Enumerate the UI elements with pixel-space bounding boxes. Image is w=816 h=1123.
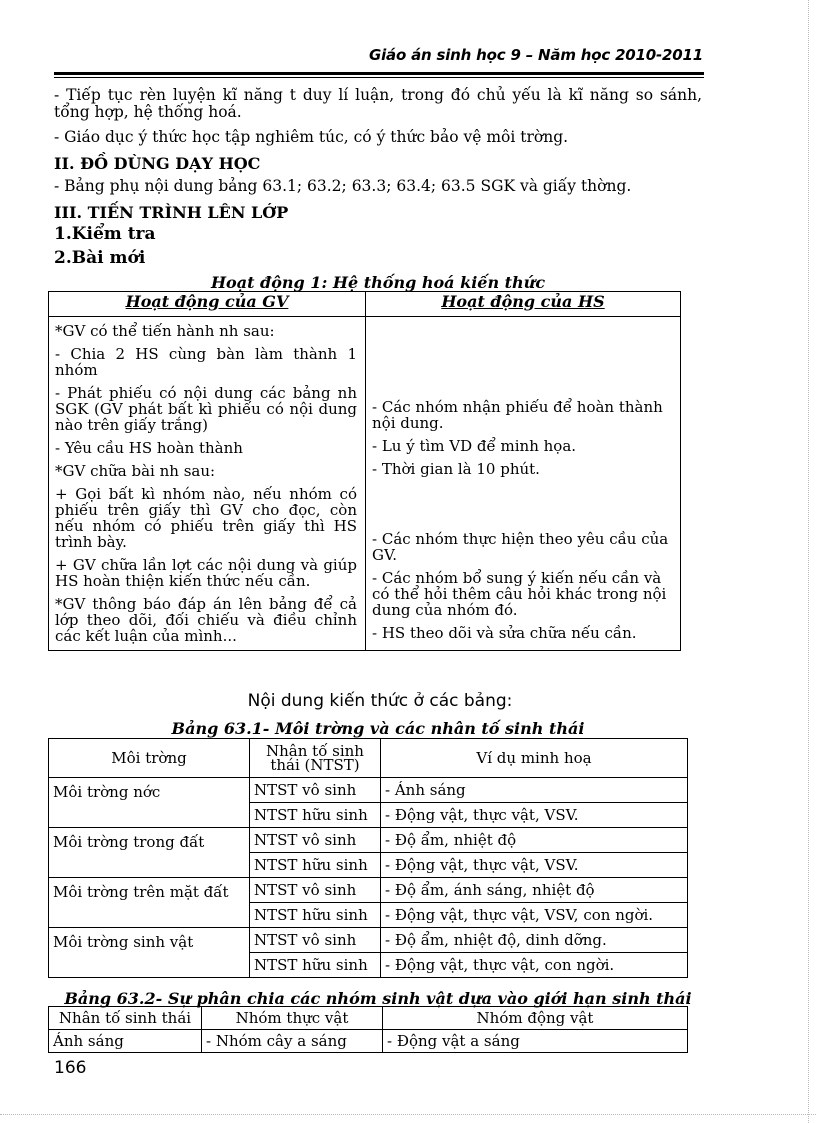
- factor-cell: NTST hữu sinh: [250, 803, 381, 828]
- example-cell: - Độ ẩm, ánh sáng, nhiệt độ: [381, 878, 688, 903]
- gv-activities-cell: [49, 317, 366, 651]
- factor-cell: NTST hữu sinh: [250, 953, 381, 978]
- plant-group-cell: - Nhóm cây a sáng: [202, 1030, 383, 1053]
- column-header-hs: Hoạt động của HS: [366, 292, 681, 317]
- example-cell: - Ánh sáng: [381, 778, 688, 803]
- activity-table: [48, 291, 681, 651]
- animal-group-cell: - Động vật a sáng: [383, 1030, 688, 1053]
- intro-paragraph-2: - Giáo dục ý thức học tập nghiêm túc, có ý thức bảo vệ môi trờng.: [54, 128, 569, 146]
- table-header: Nhóm thực vật: [202, 1007, 383, 1030]
- page-edge-bottom: [0, 1114, 816, 1115]
- table-63-2: [48, 1006, 688, 1053]
- hs-item: - Thời gian là 10 phút.: [372, 460, 540, 478]
- table-row: [49, 1030, 688, 1053]
- example-cell: - Động vật, thực vật, con ngời.: [381, 953, 688, 978]
- table-header: Môi trờng: [49, 739, 250, 778]
- gv-item: *GV thông báo đáp án lên bảng để cả lớp theo dõi, đối chiếu và điều chỉnh các kết luận của mình...: [55, 595, 357, 645]
- example-cell: - Độ ẩm, nhiệt độ, dinh dỡng.: [381, 928, 688, 953]
- gv-item: - Phát phiếu có nội dung các bảng nh SGK (GV phát bất kì phiếu có nội dung nào trên giấy trắng): [55, 384, 357, 434]
- example-cell: - Động vật, thực vật, VSV, con ngời.: [381, 903, 688, 928]
- example-cell: - Động vật, thực vật, VSV.: [381, 803, 688, 828]
- table-header: Nhóm động vật: [383, 1007, 688, 1030]
- column-header-gv: Hoạt động của GV: [49, 292, 366, 317]
- new-lesson-heading: 2.Bài mới: [54, 248, 146, 268]
- header-title: Giáo án sinh học 9 – Năm học 2010-2011: [368, 46, 703, 64]
- section-3-heading: III. TIẾN TRÌNH LÊN LỚP: [54, 203, 289, 222]
- content-heading: Nội dung kiến thức ở các bảng:: [247, 691, 513, 711]
- activity-1-caption: Hoạt động 1: Hệ thống hoá kiến thức: [210, 273, 546, 292]
- table-63-1-caption: Bảng 63.1- Môi trờng và các nhân tố sinh thái: [171, 719, 585, 738]
- table-row: [49, 878, 688, 903]
- table-header: Nhân tố sinh thái (NTST): [250, 739, 381, 778]
- gv-item: - Yêu cầu HS hoàn thành: [55, 439, 243, 457]
- section-2-text: - Bảng phụ nội dung bảng 63.1; 63.2; 63.3; 63.4; 63.5 SGK và giấy thờng.: [54, 177, 632, 195]
- hs-item: - HS theo dõi và sửa chữa nếu cần.: [372, 624, 637, 642]
- factor-cell: NTST vô sinh: [250, 928, 381, 953]
- section-2-heading: II. ĐỒ DÙNG DẠY HỌC: [54, 154, 261, 173]
- table-row: [49, 828, 688, 853]
- table-63-2-caption: Bảng 63.2- Sự phân chia các nhóm sinh vật dựa vào giới hạn sinh thái: [64, 989, 692, 1008]
- gv-item: *GV chữa bài nh sau:: [55, 462, 216, 480]
- table-header: Ví dụ minh hoạ: [381, 739, 688, 778]
- hs-item: - Các nhóm bổ sung ý kiến nếu cần và có thể hỏi thêm câu hỏi khác trong nội dung của nhóm đó.: [372, 569, 667, 619]
- page-number: 166: [54, 1058, 87, 1078]
- factor-cell: Ánh sáng: [49, 1030, 202, 1053]
- hs-item: - Các nhóm nhận phiếu để hoàn thành nội dung.: [372, 398, 663, 432]
- table-row: [49, 928, 688, 953]
- example-cell: - Độ ẩm, nhiệt độ: [381, 828, 688, 853]
- gv-item: *GV có thể tiến hành nh sau:: [55, 322, 275, 340]
- check-heading: 1.Kiểm tra: [54, 224, 156, 244]
- table-row: [49, 778, 688, 803]
- gv-item: + Gọi bất kì nhóm nào, nếu nhóm có phiếu trên giấy thì GV cho đọc, còn nếu nhóm có phiếu trên giấy thì HS trình bày.: [55, 485, 357, 551]
- table-header: Nhân tố sinh thái: [49, 1007, 202, 1030]
- environment-cell: Môi trờng nớc: [49, 778, 250, 828]
- environment-cell: Môi trờng trên mặt đất: [49, 878, 250, 928]
- factor-cell: NTST hữu sinh: [250, 853, 381, 878]
- table-63-1: [48, 738, 688, 978]
- factor-cell: NTST vô sinh: [250, 878, 381, 903]
- factor-cell: NTST vô sinh: [250, 778, 381, 803]
- page-edge-right: [808, 0, 809, 1123]
- hs-activities-cell: [366, 317, 681, 651]
- hs-item: - Các nhóm thực hiện theo yêu cầu của GV.: [372, 530, 669, 564]
- header-rule-thick: [54, 72, 704, 75]
- example-cell: - Động vật, thực vật, VSV.: [381, 853, 688, 878]
- environment-cell: Môi trờng trong đất: [49, 828, 250, 878]
- intro-paragraph-1: - Tiếp tục rèn luyện kĩ năng t duy lí luận, trong đó chủ yếu là kĩ năng so sánh, tổng hợp, hệ thống hoá.: [54, 86, 702, 121]
- hs-item: - Lu ý tìm VD để minh họa.: [372, 437, 577, 455]
- factor-cell: NTST hữu sinh: [250, 903, 381, 928]
- environment-cell: Môi trờng sinh vật: [49, 928, 250, 978]
- header-rule-thin: [54, 77, 704, 78]
- factor-cell: NTST vô sinh: [250, 828, 381, 853]
- gv-item: + GV chữa lần lợt các nội dung và giúp HS hoàn thiện kiến thức nếu cần.: [55, 556, 357, 590]
- gv-item: - Chia 2 HS cùng bàn làm thành 1 nhóm: [55, 345, 357, 379]
